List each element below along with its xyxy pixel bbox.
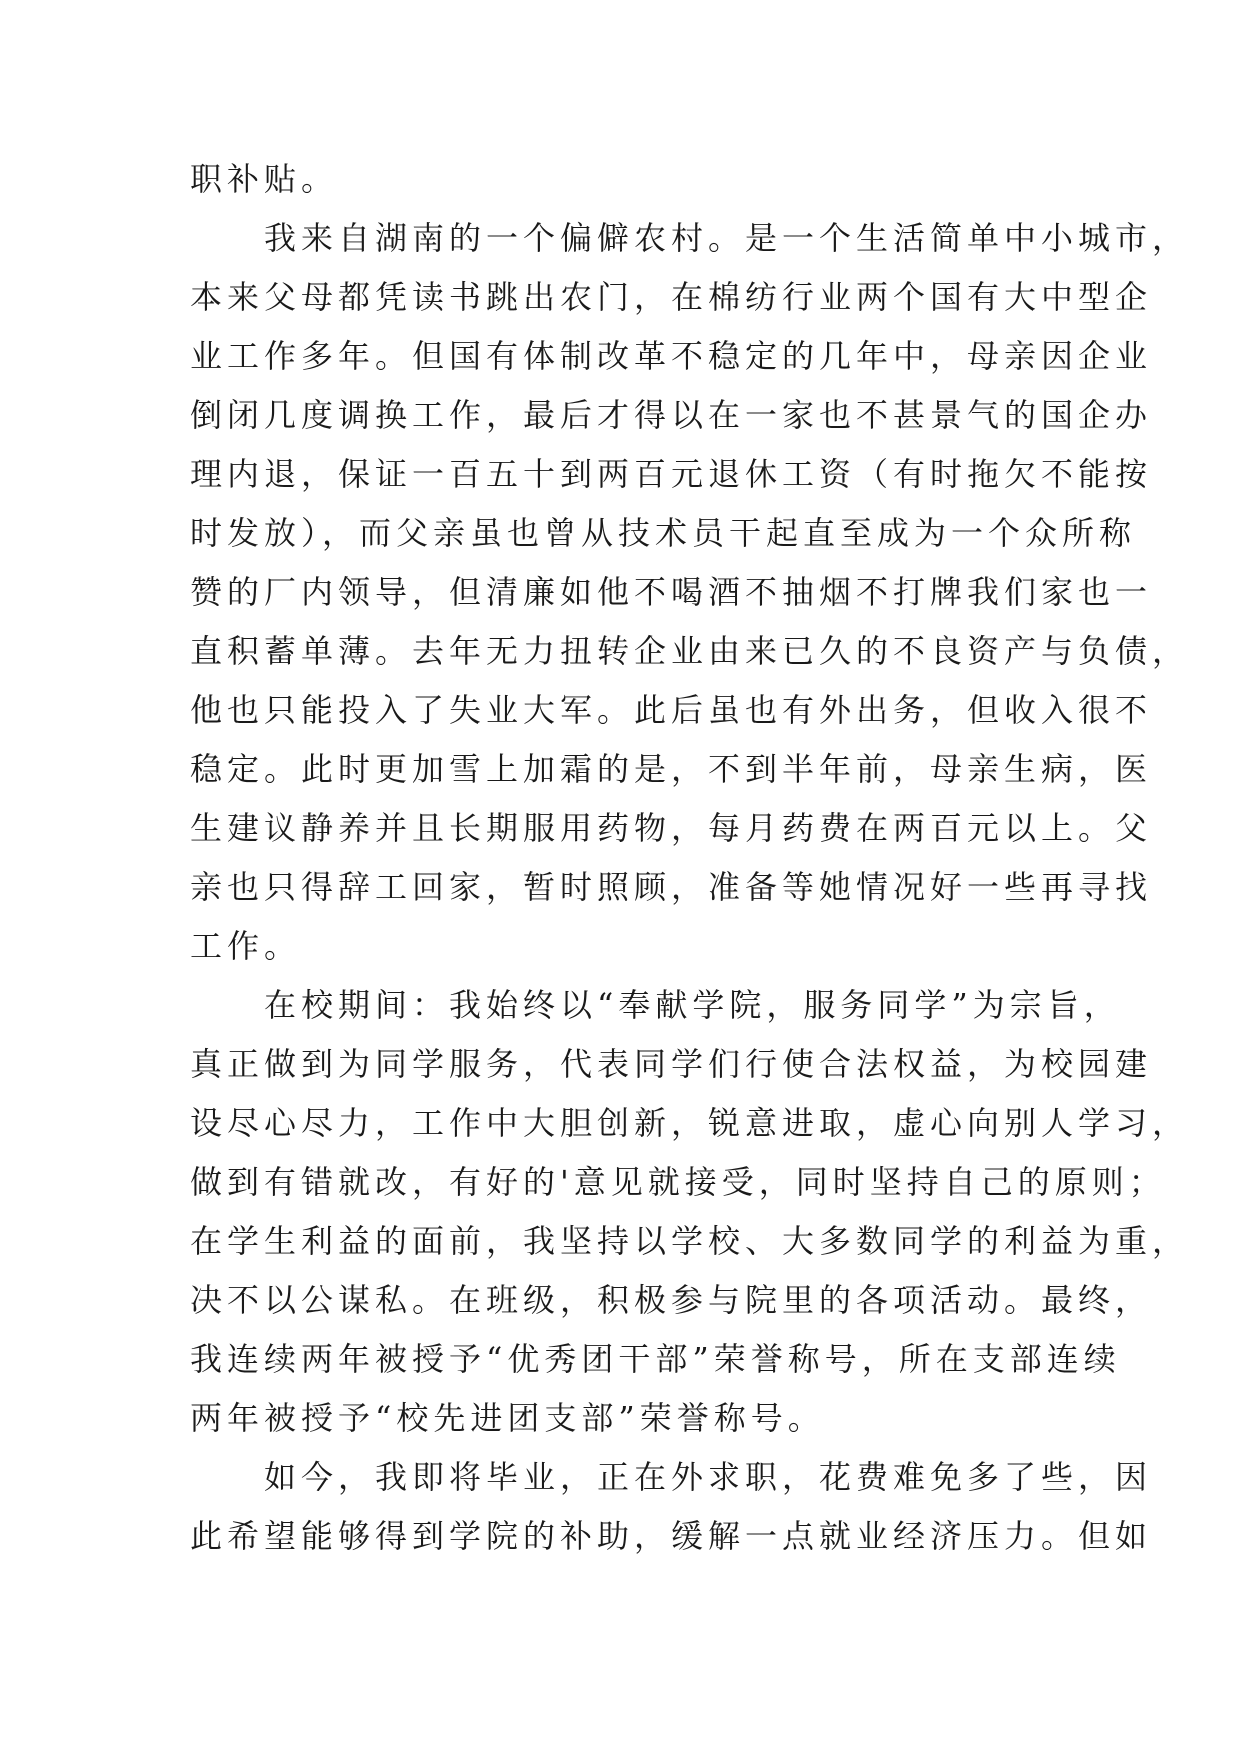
text-line: 本来父母都凭读书跳出农门，在棉纺行业两个国有大中型企 bbox=[190, 278, 1153, 316]
text-line: 决不以公谋私。在班级，积极参与院里的各项活动。最终， bbox=[190, 1281, 1153, 1319]
text-line: 两年被授予“校先进团支部”荣誉称号。 bbox=[190, 1399, 825, 1437]
text-line: 生建议静养并且长期服用药物，每月药费在两百元以上。父 bbox=[190, 809, 1153, 847]
text-line: 稳定。此时更加雪上加霜的是，不到半年前，母亲生病，医 bbox=[190, 750, 1153, 788]
document-body bbox=[190, 150, 1190, 1566]
text-line: 职补贴。 bbox=[190, 160, 339, 198]
text-line: 业工作多年。但国有体制改革不稳定的几年中，母亲因企业 bbox=[190, 337, 1153, 375]
text-line: 亲也只得辞工回家，暂时照顾，准备等她情况好一些再寻找 bbox=[190, 868, 1153, 906]
text-line: 工作。 bbox=[190, 927, 302, 965]
text-line: 真正做到为同学服务，代表同学们行使合法权益，为校园建 bbox=[190, 1045, 1153, 1083]
text-line: 我连续两年被授予“优秀团干部”荣誉称号，所在支部连续 bbox=[190, 1340, 1121, 1378]
text-line: 在学生利益的面前，我坚持以学校、大多数同学的利益为重， bbox=[190, 1222, 1190, 1260]
text-line: 设尽心尽力，工作中大胆创新，锐意进取，虚心向别人学习， bbox=[190, 1104, 1190, 1142]
text-line: 如今，我即将毕业，正在外求职，花费难免多了些，因 bbox=[190, 1458, 1153, 1496]
text-line: 做到有错就改，有好的'意见就接受，同时坚持自己的原则； bbox=[190, 1163, 1166, 1201]
text-line: 倒闭几度调换工作，最后才得以在一家也不甚景气的国企办 bbox=[190, 396, 1153, 434]
text-line: 他也只能投入了失业大军。此后虽也有外出务，但收入很不 bbox=[190, 691, 1153, 729]
text-line: 理内退，保证一百五十到两百元退休工资（有时拖欠不能按 bbox=[190, 455, 1153, 493]
text-line: 时发放），而父亲虽也曾从技术员干起直至成为一个众所称 bbox=[190, 514, 1137, 552]
text-line: 此希望能够得到学院的补助，缓解一点就业经济压力。但如 bbox=[190, 1517, 1153, 1555]
text-line: 赞的厂内领导，但清廉如他不喝酒不抽烟不打牌我们家也一 bbox=[190, 573, 1153, 611]
text-line: 直积蓄单薄。去年无力扭转企业由来已久的不良资产与负债， bbox=[190, 632, 1190, 670]
text-line: 在校期间：我始终以“奉献学院，服务同学”为宗旨， bbox=[190, 986, 1121, 1024]
text-line: 我来自湖南的一个偏僻农村。是一个生活简单中小城市， bbox=[190, 219, 1190, 257]
